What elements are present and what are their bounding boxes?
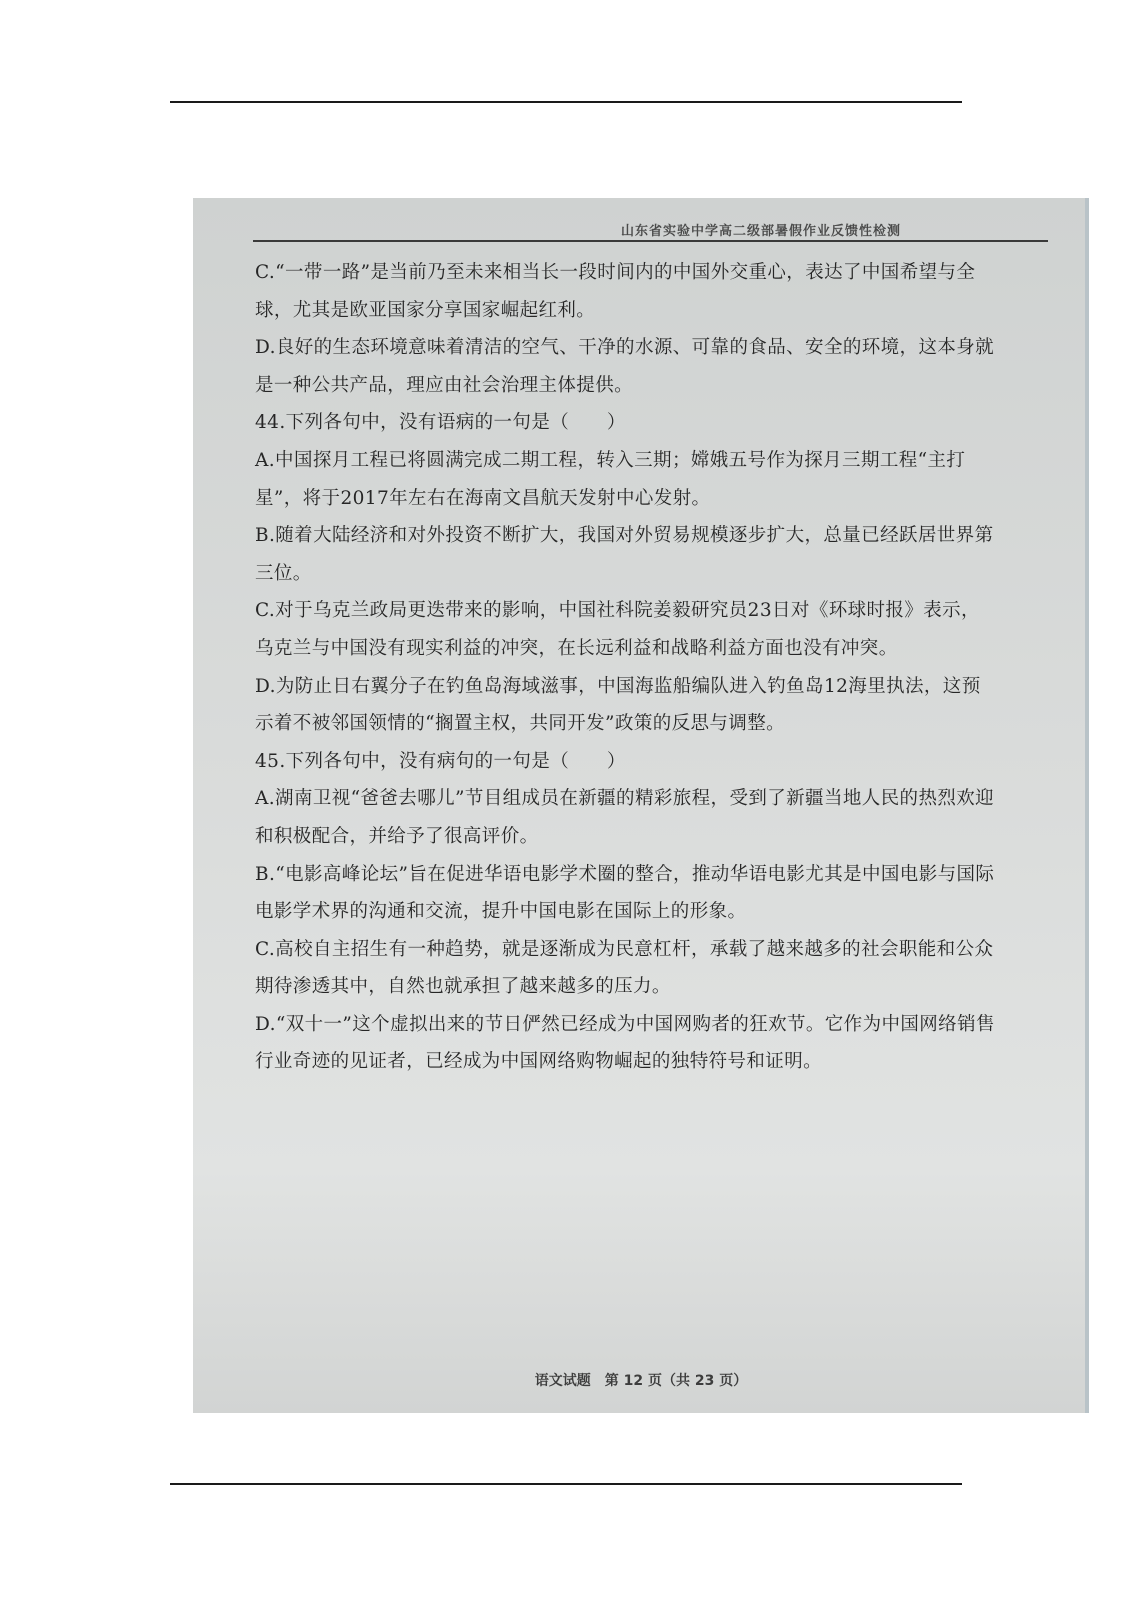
option-d-44: D.为防止日右翼分子在钓鱼岛海域滋事，中国海监船编队进入钓鱼岛12海里执法，这预示着不被邻国领情的“搁置主权，共同开发”政策的反思与调整。 xyxy=(255,675,981,735)
option-a-45: A.湖南卫视“爸爸去哪儿”节目组成员在新疆的精彩旅程，受到了新疆当地人民的热烈欢迎和积极配合，并给予了很高评价。 xyxy=(255,788,995,847)
option-d-43: D.良好的生态环境意味着清洁的空气、干净的水源、可靠的食品、安全的环境，这本身就是一种公共产品，理应由社会治理主体提供。 xyxy=(255,337,995,396)
option-b-44: B.随着大陆经济和对外投资不断扩大，我国对外贸易规模逐步扩大，总量已经跃居世界第三位。 xyxy=(255,525,994,584)
question-45-stem: 45.下列各句中，没有病句的一句是（ ） xyxy=(255,750,626,772)
photo-right-edge xyxy=(1085,198,1089,1413)
scanned-exam-page xyxy=(193,198,1089,1413)
page-bottom-rule xyxy=(170,1483,962,1485)
option-c-43: C.“一带一路”是当前乃至未来相当长一段时间内的中国外交重心，表达了中国希望与全球，尤其是欧亚国家分享国家崛起红利。 xyxy=(255,262,976,321)
option-c-45: C.高校自主招生有一种趋势，就是逐渐成为民意杠杆，承载了越来越多的社会职能和公众期待渗透其中，自然也就承担了越来越多的压力。 xyxy=(255,938,994,998)
exam-header-rule xyxy=(253,240,1048,242)
page-footer: 语文试题 第 12 页（共 23 页） xyxy=(534,1373,748,1389)
option-b-45: B.“电影高峰论坛”旨在促进华语电影学术圈的整合，推动华语电影尤其是中国电影与国际电影学术界的沟通和交流，提升中国电影在国际上的形象。 xyxy=(255,863,995,923)
question-44-stem: 44.下列各句中，没有语病的一句是（ ） xyxy=(255,412,626,434)
question-text-block xyxy=(255,254,995,1081)
option-c-44: C.对于乌克兰政局更迭带来的影响，中国社科院姜毅研究员23日对《环球时报》表示，乌克兰与中国没有现实利益的冲突，在长远利益和战略利益方面也没有冲突。 xyxy=(255,600,980,659)
exam-header-title: 山东省实验中学高二级部暑假作业反馈性检测 xyxy=(620,224,901,239)
option-d-45: D.“双十一”这个虚拟出来的节日俨然已经成为中国网购者的狂欢节。它作为中国网络销售行业奇迹的见证者，已经成为中国网络购物崛起的独特符号和证明。 xyxy=(255,1013,995,1073)
page-top-rule xyxy=(170,101,962,103)
option-a-44: A.中国探月工程已将圆满完成二期工程，转入三期；嫦娥五号作为探月三期工程“主打星”，将于2017年左右在海南文昌航天发射中心发射。 xyxy=(255,449,966,509)
